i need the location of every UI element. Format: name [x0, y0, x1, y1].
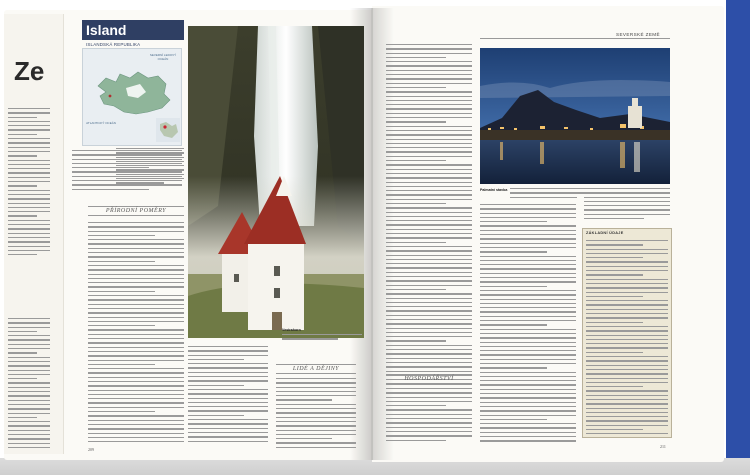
right-column-text-4 — [584, 188, 670, 224]
iceland-island-shape — [86, 70, 176, 118]
left-page-number: 209 — [88, 447, 94, 452]
left-intro-text — [116, 148, 184, 190]
map-label-atlantic: ATLANTICKÝ OCEÁN — [86, 121, 116, 125]
harbour-night-image — [480, 48, 670, 184]
right-column-text-2 — [386, 388, 472, 444]
basic-facts-rows — [586, 240, 668, 434]
waterfall-church-photo — [188, 26, 364, 338]
country-title: Island — [86, 22, 127, 38]
right-photo-caption-label: Palmatní stavba — [480, 188, 508, 192]
right-column-text-1 — [386, 44, 472, 394]
locator-globe-icon — [156, 118, 180, 142]
running-head-rule — [480, 38, 670, 39]
basic-facts-title: ZÁKLADNÍ ÚDAJE — [586, 231, 624, 235]
section-heading-natural-conditions: PŘÍRODNÍ POMĚRY — [88, 206, 184, 216]
harbour-photo — [480, 48, 670, 184]
right-column-text-3 — [480, 204, 576, 444]
left-column-text-3 — [188, 346, 268, 444]
section-heading-people-history: LIDÉ A DĚJINY — [276, 364, 356, 374]
map-label-north-ocean: SEVERNÍ LEDOVÝ OCEÁN — [149, 53, 177, 61]
left-column-text-2 — [88, 222, 184, 444]
right-page-number: 211 — [660, 444, 666, 449]
waterfall-church-image — [188, 26, 364, 338]
left-photo-caption-text — [282, 334, 362, 342]
section-heading-economy: HOSPODÁŘSTVÍ — [386, 374, 472, 384]
previous-page-text — [8, 108, 50, 258]
book-cover-binding — [726, 0, 750, 475]
country-subtitle: ISLANDSKÁ REPUBLIKA — [86, 42, 141, 47]
running-head: SEVERSKÉ ZEMĚ — [616, 32, 661, 37]
previous-page-text-lower — [8, 318, 50, 448]
left-column-text-4 — [276, 378, 356, 448]
previous-page-heading: Ze — [14, 56, 45, 86]
left-photo-caption-label: Vestrahorn — [282, 328, 301, 332]
